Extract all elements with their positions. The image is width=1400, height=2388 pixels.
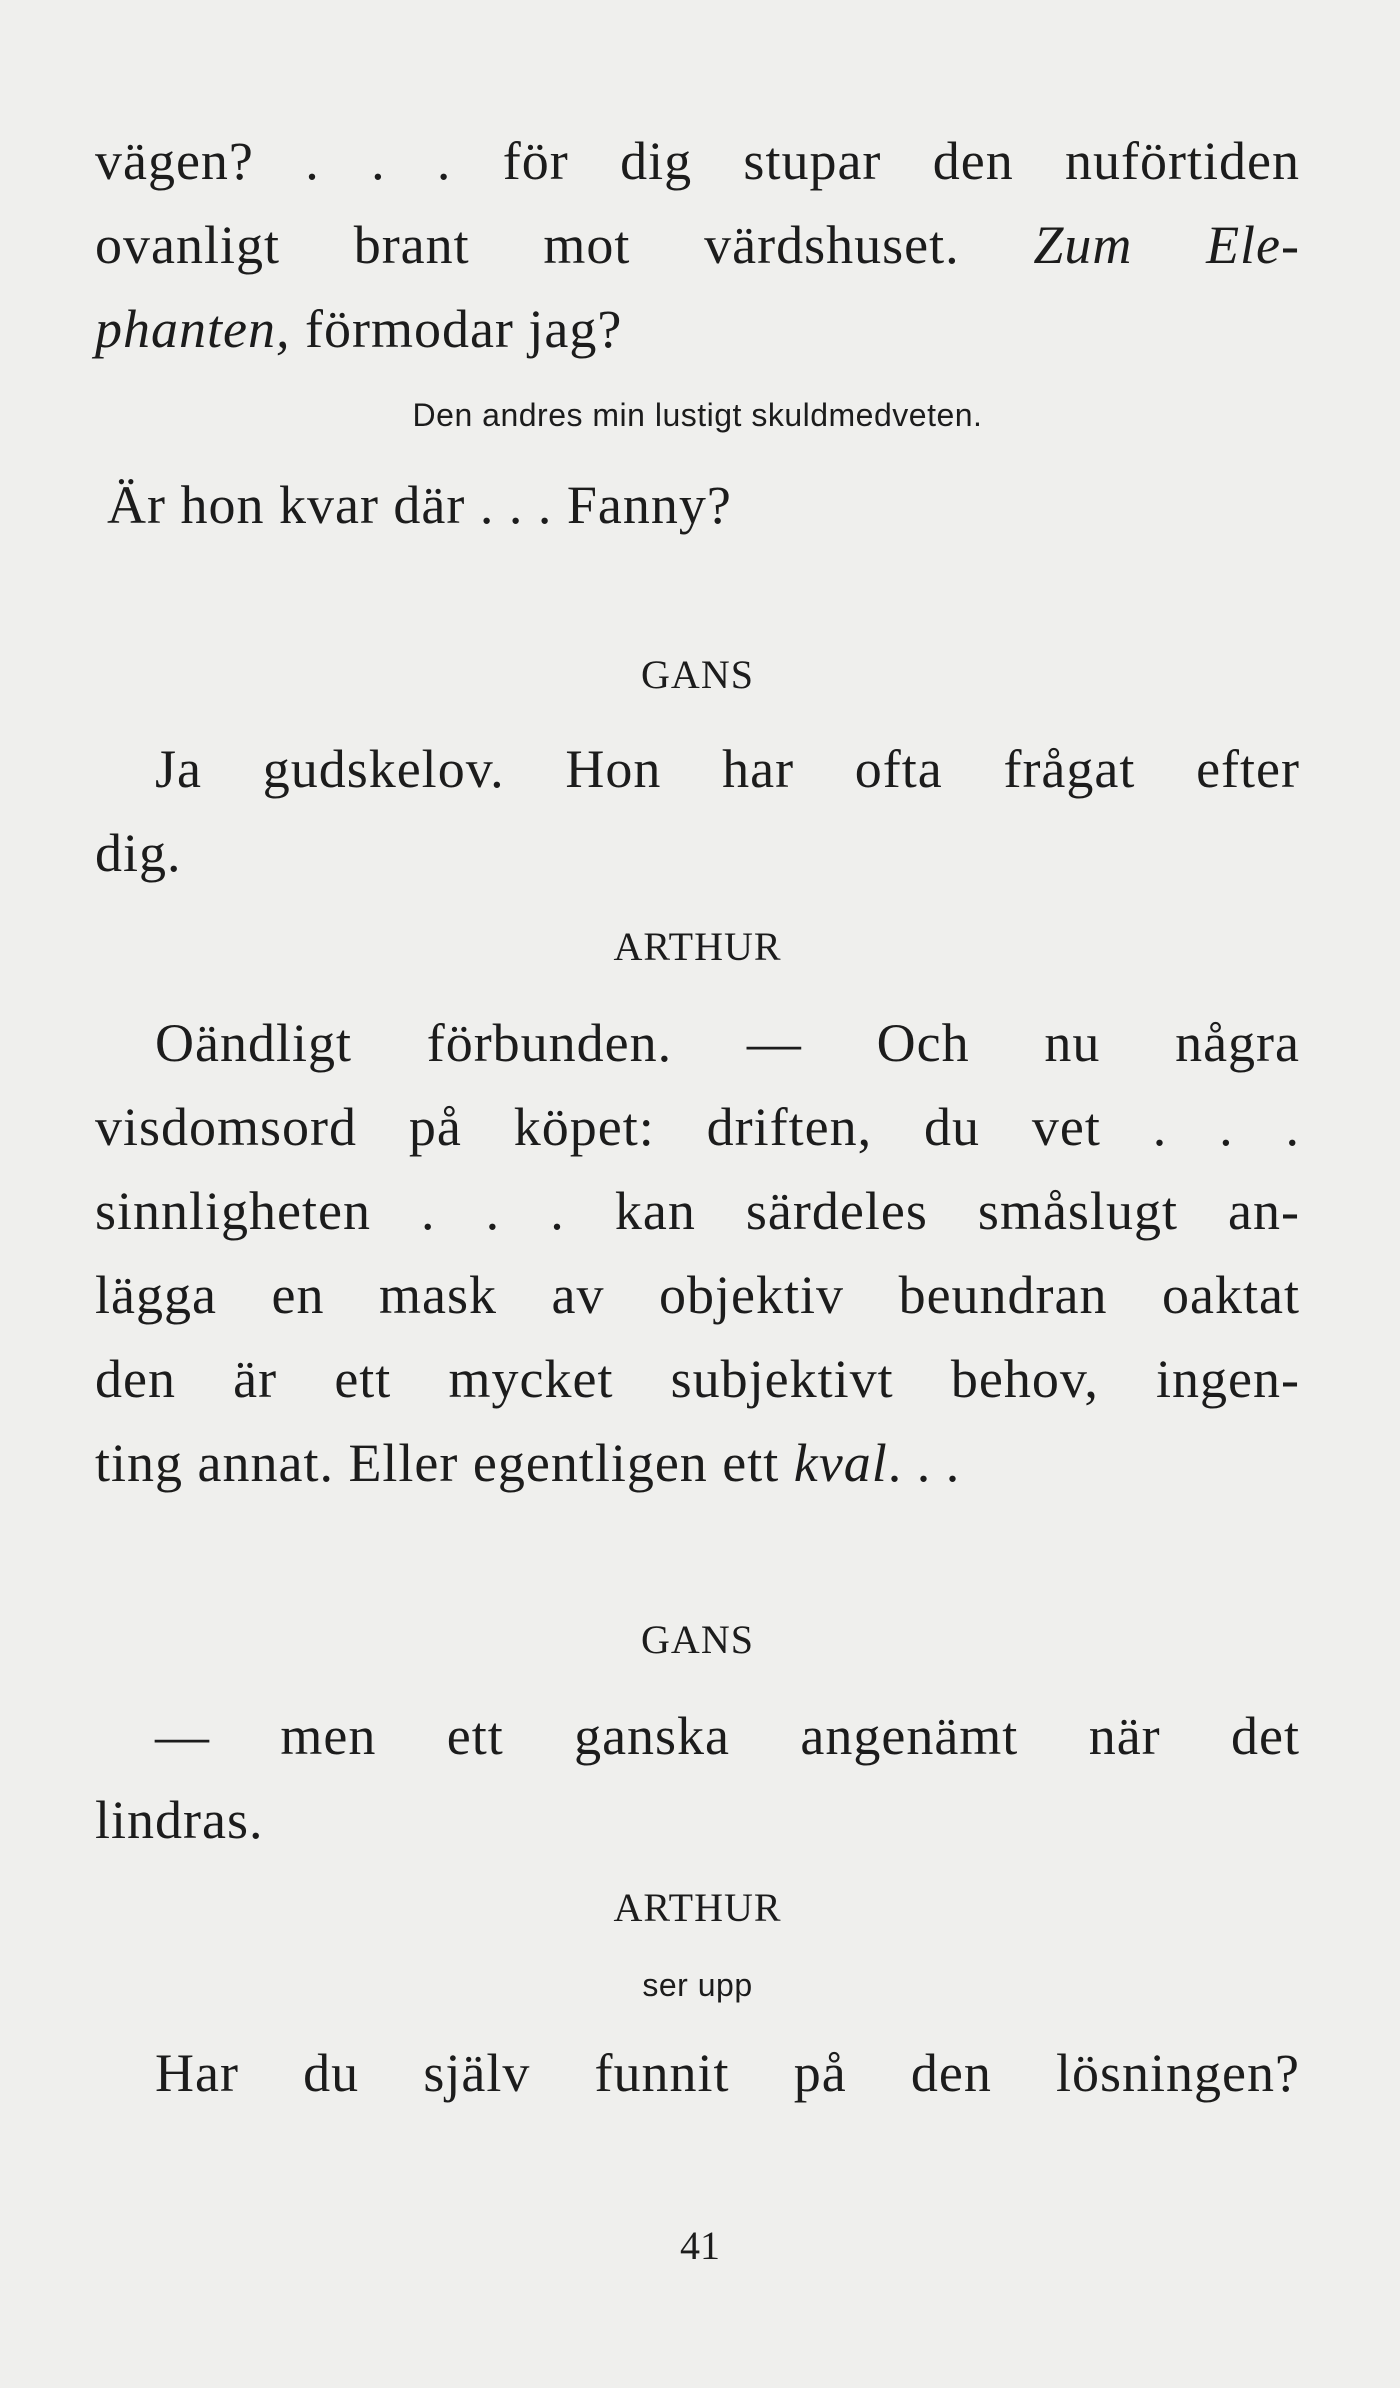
text-line — [95, 212, 1300, 278]
text-line: visdomsord på köpet: driften, du vet . . . — [95, 1097, 1300, 1157]
text-line: Ja gudskelov. Hon har ofta frågat efter — [155, 739, 1300, 799]
text-line — [95, 1430, 1300, 1496]
text-line: Oändligt förbunden. — Och nu några — [155, 1013, 1300, 1073]
line-text: . . . — [887, 1433, 961, 1493]
text-line — [95, 128, 1300, 194]
speaker-name: ARTHUR — [613, 924, 782, 969]
text-line: Har du själv funnit på den lösningen? — [155, 2043, 1300, 2103]
text-line: lägga en mask av objektiv beundran oaktat — [95, 1265, 1300, 1325]
text-line: Är hon kvar där . . . Fanny? — [107, 475, 732, 535]
speaker-name: GANS — [641, 1617, 754, 1662]
line-text: förmodar jag? — [304, 299, 623, 359]
speaker-name: GANS — [641, 652, 754, 697]
text-line: lindras. — [95, 1790, 264, 1850]
text-line: — men ett ganska angenämt när det — [155, 1706, 1300, 1766]
italic-word: kval — [793, 1433, 888, 1493]
stage-direction: ser upp — [642, 1967, 753, 2003]
text-line — [95, 296, 1300, 362]
stage-direction: Den andres min lustigt skuldmedveten. — [412, 397, 983, 433]
text-line: dig. — [95, 823, 182, 883]
line-text: ting annat. Eller egentligen ett — [95, 1433, 780, 1493]
speaker-name: ARTHUR — [613, 1885, 782, 1930]
text-line: sinnligheten . . . kan särdeles småslugt an- — [95, 1181, 1300, 1241]
italic-title: Zum Ele- — [1033, 215, 1301, 275]
page-number: 41 — [680, 2223, 720, 2268]
line-text: ovanligt brant mot värdshuset. — [95, 215, 960, 275]
italic-title: phanten, — [95, 299, 291, 359]
text-line: den är ett mycket subjektivt behov, ingen- — [95, 1349, 1300, 1409]
line-text: vägen? . . . för dig stupar den nuförtiden — [95, 131, 1300, 191]
